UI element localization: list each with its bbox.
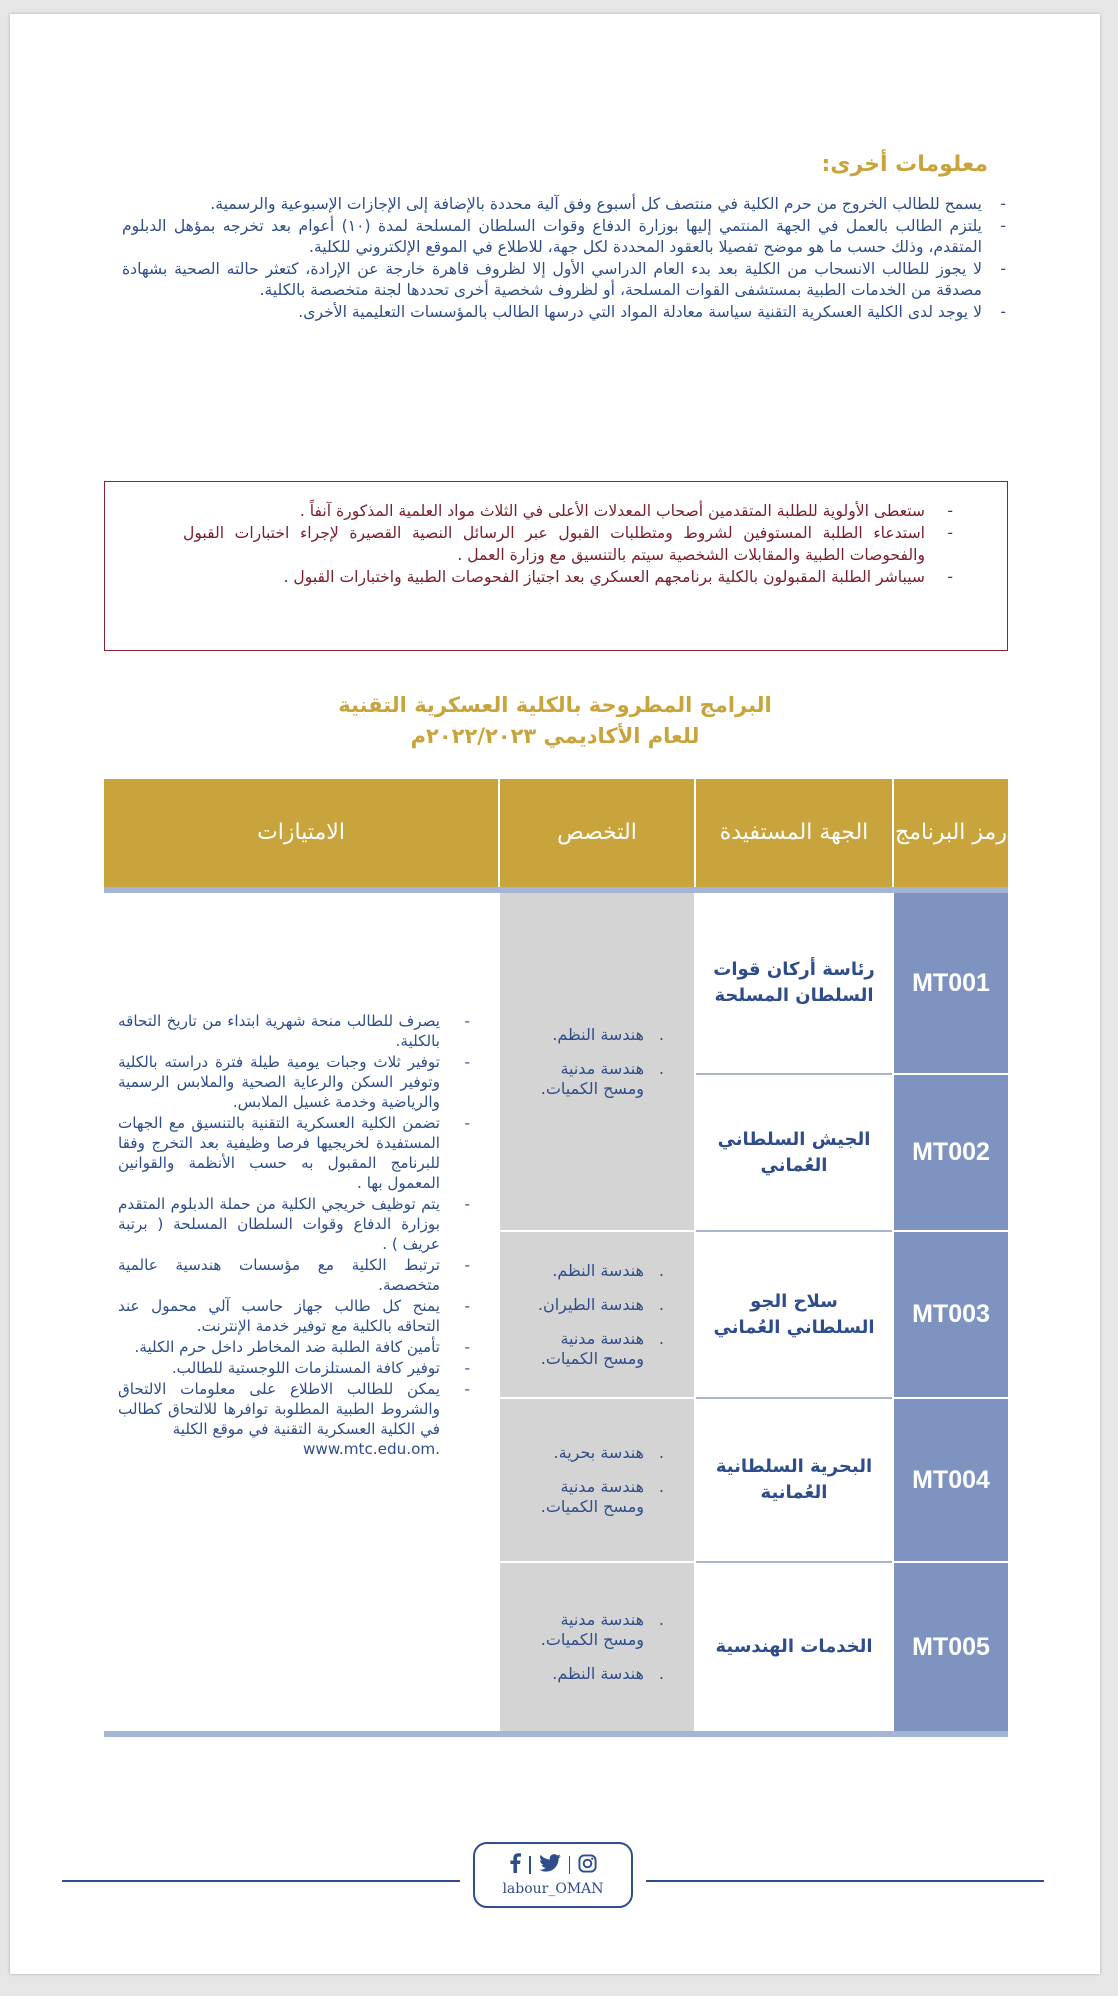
program-code: MT004: [912, 1465, 990, 1494]
program-code: MT001: [912, 968, 990, 997]
list-item: - يسمح للطالب الخروج من حرم الكلية في منتصف كل أسبوع وفق آلية محددة بالإضافة إلى الإجازات الإسبوعية والرسمية.: [210, 195, 1006, 213]
header-specialization: التخصص: [500, 779, 694, 887]
program-code: MT005: [912, 1632, 990, 1661]
specialization-group: [524, 1399, 664, 1561]
list-item: - ستعطى الأولوية للطلبة المتقدمين أصحاب المعدلات الأعلى في الثلاث مواد العلمية المذكورة آنفاً .: [299, 502, 953, 520]
list-item: - سيباشر الطلبة المقبولون بالكلية برنامجهم العسكري بعد اجتياز الفحوصات الطبية واختبارات القبول .: [283, 568, 953, 586]
instagram-icon[interactable]: [578, 1854, 597, 1877]
list-item: - ترتبط الكلية مع مؤسسات هندسية عالمية متخصصة.: [118, 1256, 470, 1294]
beneficiary-entity: رئاسة أركان قوات السلطان المسلحة: [713, 959, 875, 1006]
footer-line-left: [62, 1880, 460, 1882]
specialization-item: . هندسة النظم.: [552, 1024, 664, 1044]
twitter-icon[interactable]: [539, 1854, 561, 1876]
programs-heading-line1: البرامج المطروحة بالكلية العسكرية التقنية: [338, 693, 772, 717]
specialization-group: [524, 1232, 664, 1397]
list-item: - تأمين كافة الطلبة ضد المخاطر داخل حرم الكلية.: [134, 1338, 470, 1356]
college-website-link[interactable]: www.mtc.edu.om.: [303, 1440, 440, 1458]
list-item: - استدعاء الطلبة المستوفين لشروط ومتطلبات القبول عبر الرسائل النصية القصيرة لإجراء اختبارات القبول والفحوصات الطبية والمقابلات الشخصية سيتم بالتنسيق مع وزارة العمل .: [183, 524, 953, 564]
program-code: MT002: [912, 1138, 990, 1166]
divider: [569, 1856, 571, 1874]
other-info-title: معلومات أخرى:: [821, 152, 988, 177]
divider: [529, 1856, 531, 1874]
table-bottom-border: [104, 1731, 1008, 1737]
specialization-item: . هندسة مدنية ومسح الكميات.: [540, 1610, 664, 1649]
header-privileges: الامتيازات: [104, 779, 498, 887]
specialization-item: . هندسة مدنية ومسح الكميات.: [540, 1058, 664, 1098]
beneficiary-entity: الخدمات الهندسية: [715, 1636, 873, 1657]
specialization-item: . هندسة النظم.: [552, 1664, 664, 1683]
admission-notes-box: [104, 481, 1008, 651]
list-item: - لا يجوز للطالب الانسحاب من الكلية بعد بدء العام الدراسي الأول إلا لظروف قاهرة خارجة عن الإرادة، كتعثر حالته الصحية بشهادة مصدقة من الخدمات الطبية بمستشفى القوات المسلحة، أو لظروف شخصية أخرى تحددها لجنة متخصصة بالكلية.: [122, 260, 1006, 299]
list-item: - توفير كافة المستلزمات اللوجستية للطالب.: [171, 1359, 470, 1377]
list-item: - لا يوجد لدى الكلية العسكرية التقنية سياسة معادلة المواد التي درسها الطالب بالمؤسسات التعليمية الأخرى.: [298, 303, 1006, 321]
specialization-item: . هندسة مدنية ومسح الكميات.: [540, 1477, 664, 1516]
social-media-box: [473, 1842, 633, 1908]
list-item: - يمكن للطالب الاطلاع على معلومات الالتحاق والشروط الطبية المطلوبة توافرها للالتحاق كطالب في الكلية العسكرية التقنية في موقع الكلية www.mtc.edu.om.: [118, 1380, 470, 1458]
specialization-group: [524, 1563, 664, 1731]
list-item: - يلتزم الطالب بالعمل في الجهة المنتمي إليها بوزارة الدفاع وقوات السلطان المسلحة لمدة (١٠) أعوام بعد تخرجه بمؤهل الدبلوم المتقدم، وذلك حسب ما هو موضح تفصيلا بالعقود المحددة لكل جهة، للاطلاع في الموقع الإلكتروني للكلية.: [122, 217, 1006, 256]
specialization-group: [524, 893, 664, 1230]
list-item: - توفير ثلاث وجبات يومية طيلة فترة دراسته بالكلية وتوفير السكن والرعاية الصحية والملابس الرسمية والرياضية وخدمة غسيل الملابس.: [118, 1053, 470, 1111]
specialization-item: . هندسة الطيران.: [537, 1294, 664, 1314]
admission-notes-list: [183, 500, 953, 588]
program-code: MT003: [912, 1300, 990, 1328]
beneficiary-entity: سلاح الجو السلطاني العُماني: [713, 1290, 875, 1338]
facebook-icon[interactable]: [509, 1853, 521, 1877]
specialization-item: . هندسة بحرية.: [553, 1443, 664, 1462]
list-item: - تضمن الكلية العسكرية التقنية بالتنسيق مع الجهات المستفيدة لخريجيها فرصا وظيفية بعد التخرج وفقا للبرنامج المقبول به حسب الأنظمة والقوانين المعمول بها .: [118, 1114, 470, 1192]
programs-heading-line2: للعام الأكاديمي ٢٠٢٢/٢٠٢٣م: [410, 724, 700, 748]
list-item: - يصرف للطالب منحة شهرية ابتداء من تاريخ التحاقه بالكلية.: [118, 1012, 470, 1050]
list-item: - يمنح كل طالب جهاز حاسب آلي محمول عند التحاقه بالكلية مع توفير خدمة الإنترنت.: [118, 1297, 470, 1335]
header-program-code: رمز البرنامج: [894, 779, 1008, 887]
specialization-item: . هندسة النظم.: [552, 1260, 664, 1280]
programs-heading: [10, 690, 1100, 752]
privileges-list: [118, 1011, 470, 1460]
other-info-list: [122, 194, 1010, 324]
list-item: - يتم توظيف خريجي الكلية من حملة الدبلوم المتقدم بوزارة الدفاع وقوات السلطان المسلحة ( برتبة عريف ) .: [118, 1195, 470, 1253]
header-beneficiary: الجهة المستفيدة: [696, 779, 892, 887]
specialization-item: . هندسة مدنية ومسح الكميات.: [540, 1328, 664, 1368]
beneficiary-entity: الجيش السلطاني العُماني: [717, 1128, 871, 1176]
document-page: [10, 14, 1100, 1974]
footer-line-right: [646, 1880, 1044, 1882]
social-handle: labour_OMAN: [502, 1881, 604, 1897]
beneficiary-entity: البحرية السلطانية العُمانية: [715, 1456, 873, 1503]
